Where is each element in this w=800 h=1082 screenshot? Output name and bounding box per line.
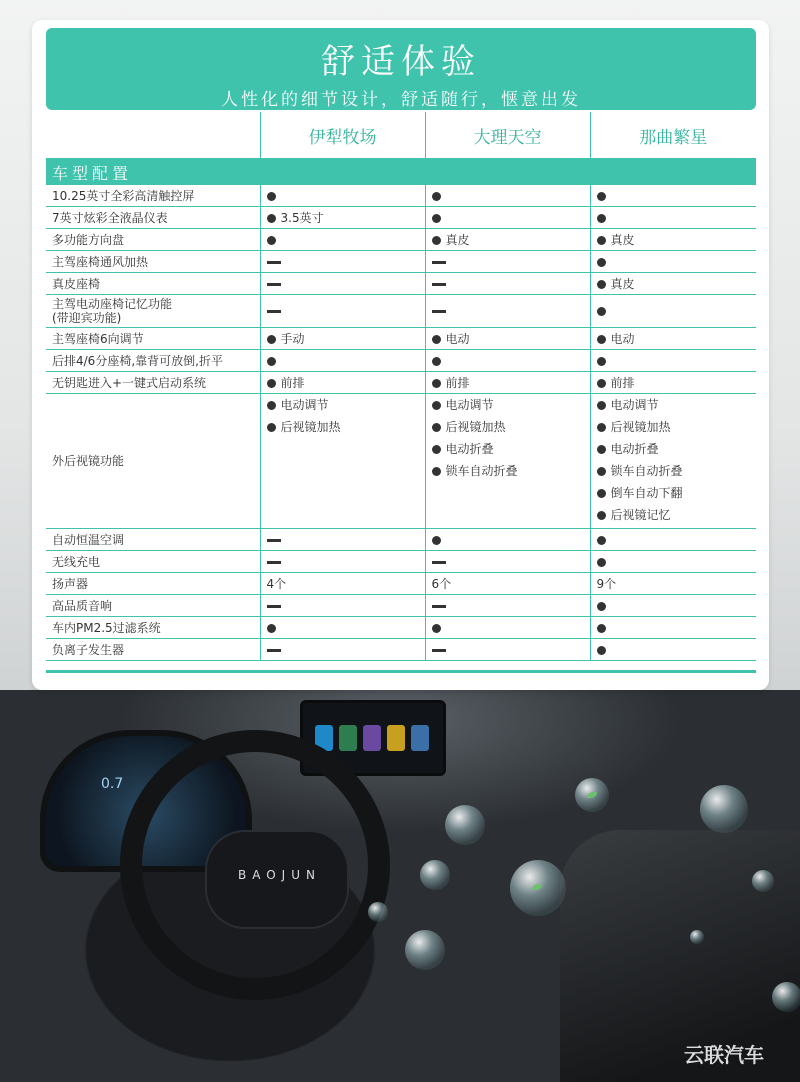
table-row [46,529,756,551]
ion-bubble [420,860,450,890]
ion-bubble [700,785,748,833]
dash-icon [267,283,281,286]
spec-cell [425,251,590,273]
cell-text: 真皮 [610,277,635,291]
dash-icon [267,605,281,608]
filled-dot-icon [597,357,606,366]
filled-dot-icon [432,214,441,223]
row-label [46,273,260,295]
filled-dot-icon [432,335,441,344]
spec-cell [590,617,756,639]
ion-bubble [690,930,704,944]
row-label [46,251,260,273]
list-item [597,460,751,482]
filled-dot-icon [597,624,606,633]
spec-cell [425,573,590,595]
spec-cell [260,273,425,295]
filled-dot-icon [432,536,441,545]
row-label-text: 负离子发生器 [52,642,125,657]
spec-cell [590,251,756,273]
list-item [432,438,584,460]
filled-dot-icon [597,511,606,520]
header-empty [46,112,260,159]
filled-dot-icon [597,379,606,388]
ion-bubble [510,860,566,916]
row-label [46,295,260,328]
spec-cell [425,328,590,350]
screen-tile [339,725,357,751]
filled-dot-icon [597,646,606,655]
filled-dot-icon [597,214,606,223]
feature-text: 电动调节 [445,398,494,412]
list-item [597,438,751,460]
filled-dot-icon [597,602,606,611]
spec-cell [425,350,590,372]
table-row [46,350,756,372]
row-label-text: 车内PM2.5过滤系统 [52,620,161,635]
spec-cell [260,617,425,639]
table-row [46,295,756,328]
steering-logo: BAOJUN [238,868,321,882]
feature-text: 后视镜记忆 [610,508,671,522]
spec-cell [590,185,756,207]
row-label [46,529,260,551]
table-row [46,251,756,273]
feature-text: 电动折叠 [445,442,494,456]
filled-dot-icon [597,423,606,432]
filled-dot-icon [597,489,606,498]
watermark: 云联汽车 [684,1043,764,1067]
spec-cell [260,229,425,251]
table-bottom-bar [46,670,756,673]
feature-text: 后视镜加热 [610,420,671,434]
table-row [46,617,756,639]
dash-icon [432,283,446,286]
spec-cell [260,595,425,617]
table-row [46,185,756,207]
row-label-text: 真皮座椅 [52,276,101,291]
dash-icon [267,561,281,564]
table-row [46,394,756,529]
spec-cell [425,229,590,251]
list-item [597,416,751,438]
filled-dot-icon [597,335,606,344]
cell-text: 真皮 [610,233,635,247]
table-row [46,273,756,295]
dash-icon [267,310,281,313]
spec-cell [260,185,425,207]
filled-dot-icon [432,401,441,410]
column-header: 大理天空 [425,112,590,159]
filled-dot-icon [597,401,606,410]
spec-cell [590,229,756,251]
spec-cell [590,328,756,350]
list-item [267,416,419,438]
filled-dot-icon [597,192,606,201]
dash-icon [267,539,281,542]
spec-cell [260,207,425,229]
row-label-text: 自动恒温空调 [52,532,125,547]
cell-text: 电动 [610,332,635,346]
spec-table [46,112,756,661]
spec-cell [260,251,425,273]
feature-text: 倒车自动下翻 [610,486,683,500]
filled-dot-icon [597,558,606,567]
row-label [46,595,260,617]
column-header: 那曲繁星 [590,112,756,159]
spec-cell [425,394,590,529]
dash-icon [432,310,446,313]
spec-cell [590,273,756,295]
filled-dot-icon [267,335,276,344]
leaf-icon [587,792,597,798]
filled-dot-icon [432,192,441,201]
cell-text: 前排 [280,376,305,390]
list-item [432,394,584,416]
row-label [46,229,260,251]
ion-bubble [752,870,774,892]
row-label-text: 无线充电 [52,554,101,569]
feature-text: 锁车自动折叠 [445,464,518,478]
spec-cell [425,529,590,551]
row-label-text: 主驾电动座椅记忆功能 (带迎宾功能) [52,297,173,325]
spec-cell [590,394,756,529]
spec-cell [590,573,756,595]
cell-text: 前排 [610,376,635,390]
filled-dot-icon [597,236,606,245]
mirror-feature-list [267,394,419,438]
list-item [597,482,751,504]
dash-icon [432,649,446,652]
feature-text: 电动折叠 [610,442,659,456]
table-row [46,551,756,573]
cell-text: 真皮 [445,233,470,247]
spec-cell [260,551,425,573]
filled-dot-icon [267,423,276,432]
filled-dot-icon [432,236,441,245]
dash-icon [432,561,446,564]
row-label-text: 无钥匙进入+一键式启动系统 [52,375,207,390]
filled-dot-icon [432,379,441,388]
spec-cell [590,639,756,661]
feature-text: 后视镜加热 [445,420,506,434]
filled-dot-icon [267,357,276,366]
cell-text: 6个 [431,577,452,591]
filled-dot-icon [267,379,276,388]
spec-cell [590,529,756,551]
row-label-text: 主驾座椅6向调节 [52,331,144,346]
list-item [597,394,751,416]
dash-icon [267,649,281,652]
ion-bubble [405,930,445,970]
filled-dot-icon [432,445,441,454]
row-label [46,639,260,661]
filled-dot-icon [597,445,606,454]
table-header [46,112,756,159]
cell-text: 3.5英寸 [280,211,324,225]
filled-dot-icon [597,280,606,289]
cell-text: 电动 [445,332,470,346]
table-row [46,229,756,251]
filled-dot-icon [597,258,606,267]
screen-tile [411,725,429,751]
cluster-reading: 0.7 [101,776,124,792]
leaf-icon [532,884,542,890]
filled-dot-icon [597,536,606,545]
spec-cell [590,295,756,328]
row-label-text: 后排4/6分座椅,靠背可放倒,折平 [52,353,223,368]
screen-tile [363,725,381,751]
ion-bubble [445,805,485,845]
car-interior-photo [0,690,800,1082]
row-label-text: 高品质音响 [52,598,113,613]
row-label [46,372,260,394]
row-label-text: 扬声器 [52,576,89,591]
feature-text: 后视镜加热 [280,420,341,434]
list-item [597,504,751,526]
page-title: 舒适体验 [321,42,481,82]
spec-cell [260,295,425,328]
row-label-text: 多功能方向盘 [52,232,125,247]
filled-dot-icon [267,192,276,201]
dash-icon [432,261,446,264]
section-title: 车型配置 [46,159,756,186]
filled-dot-icon [267,401,276,410]
table-row [46,639,756,661]
filled-dot-icon [432,624,441,633]
spec-cell [260,394,425,529]
table-row [46,595,756,617]
spec-cell [590,207,756,229]
ion-bubble [575,778,609,812]
spec-cell [425,207,590,229]
spec-cell [590,372,756,394]
row-label [46,617,260,639]
spec-cell [425,295,590,328]
spec-cell [425,617,590,639]
section-row [46,159,756,186]
spec-cell [260,529,425,551]
spec-cell [590,595,756,617]
cell-text: 9个 [596,577,617,591]
filled-dot-icon [432,467,441,476]
spec-cell [260,350,425,372]
feature-text: 电动调节 [280,398,329,412]
cell-text: 前排 [445,376,470,390]
row-label [46,207,260,229]
cell-text: 4个 [266,577,287,591]
table-row [46,328,756,350]
spec-cell [425,639,590,661]
row-label-text: 7英寸炫彩全液晶仪表 [52,210,168,225]
row-label [46,551,260,573]
table-row [46,207,756,229]
dash-icon [267,261,281,264]
spec-cell [425,595,590,617]
row-label-text: 主驾座椅通风加热 [52,254,149,269]
table-row [46,573,756,595]
row-label [46,185,260,207]
list-item [432,416,584,438]
cell-text: 手动 [280,332,305,346]
spec-cell [590,350,756,372]
ion-bubble [368,902,388,922]
spec-cell [425,551,590,573]
dash-icon [432,605,446,608]
spec-cell [260,573,425,595]
spec-cell [260,328,425,350]
table-row [46,372,756,394]
filled-dot-icon [267,624,276,633]
filled-dot-icon [597,467,606,476]
row-label [46,350,260,372]
spec-cell [425,273,590,295]
feature-text: 电动调节 [610,398,659,412]
mirror-feature-list [432,394,584,482]
page-subtitle: 人性化的细节设计，舒适随行，惬意出发 [221,90,581,110]
row-label [46,394,260,529]
spec-cell [425,185,590,207]
title-banner [46,28,756,110]
spec-cell [260,639,425,661]
row-label-text: 外后视镜功能 [52,454,125,468]
filled-dot-icon [267,236,276,245]
screen-tile [387,725,405,751]
filled-dot-icon [432,423,441,432]
filled-dot-icon [597,307,606,316]
column-header: 伊犁牧场 [260,112,425,159]
mirror-feature-list [597,394,751,526]
passenger-seat [560,830,800,1082]
spec-cell [260,372,425,394]
spec-card [32,20,769,690]
filled-dot-icon [432,357,441,366]
filled-dot-icon [267,214,276,223]
row-label [46,573,260,595]
row-label-text: 10.25英寸全彩高清触控屏 [52,188,195,203]
spec-cell [425,372,590,394]
row-label [46,328,260,350]
spec-cell [590,551,756,573]
ion-bubble [772,982,800,1012]
feature-text: 锁车自动折叠 [610,464,683,478]
list-item [432,460,584,482]
list-item [267,394,419,416]
